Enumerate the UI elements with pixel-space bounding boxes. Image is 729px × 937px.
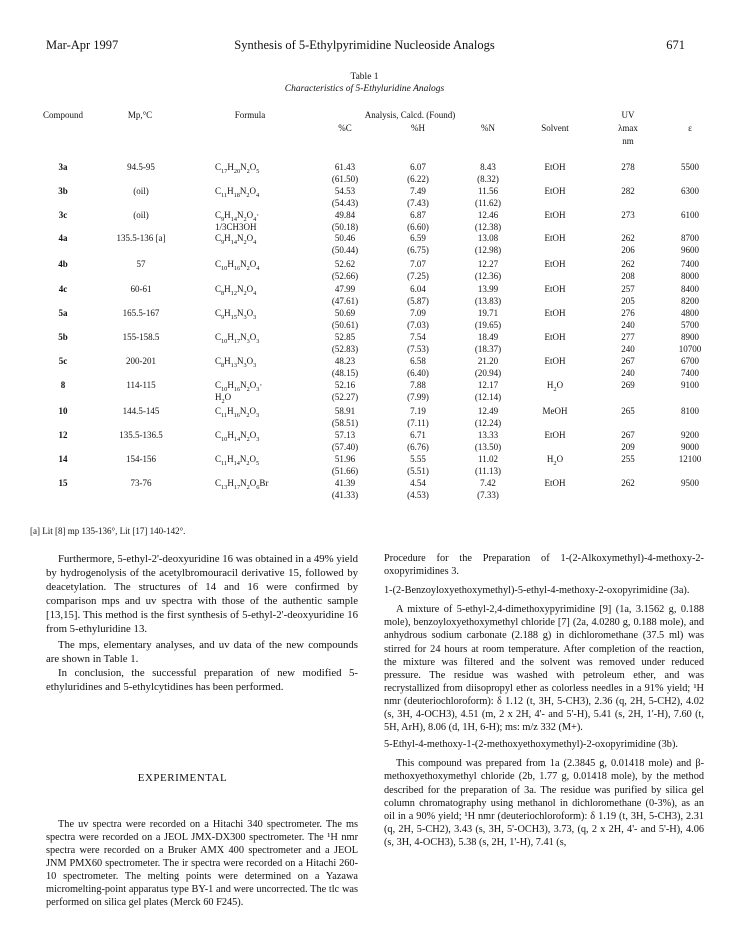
table-cell-n: 12.17 (12.14) [474, 380, 502, 402]
table-cell-mp: 114-115 [126, 380, 156, 390]
table-cell-formula: $C_{11}H_{18}N_2O_4$ [215, 186, 260, 199]
table-cell-eps: 9100 [681, 380, 699, 390]
table-cell-cmp: 12 [58, 430, 68, 440]
table-cell-sol: EtOH [544, 186, 566, 196]
table-cell-mp: 57 [136, 259, 146, 269]
table-cell-cmp: 3c [58, 210, 68, 220]
table-cell-eps: 5500 [681, 162, 699, 172]
page-number: 671 [666, 38, 685, 52]
table-cell-eps: 8400 8200 [681, 284, 699, 306]
table-cell-h: 6.59 (6.75) [407, 233, 429, 255]
table-cell-n: 12.27 (12.36) [474, 259, 502, 281]
table-cell-n: 11.56 (11.62) [475, 186, 501, 208]
table-cell-h: 7.54 (7.53) [407, 332, 429, 354]
table-cell-eps: 8900 10700 [678, 332, 702, 354]
table-cell-h: 7.49 (7.43) [407, 186, 429, 208]
table-cell-cmp: 4a [58, 233, 68, 243]
col-header-formula: Formula [234, 110, 266, 120]
table-cell-cmp: 15 [58, 478, 68, 488]
table-cell-mp: 144.5-145 [122, 406, 160, 416]
table-cell-uv: 273 [621, 210, 635, 220]
table-cell-h: 5.55 (5.51) [407, 454, 429, 476]
table-cell-h: 7.88 (7.99) [407, 380, 429, 402]
table-cell-uv: 267 209 [621, 430, 635, 452]
table-cell-c: 54.53 (54.43) [331, 186, 359, 208]
col-header-mp: Mp,°C [127, 110, 153, 120]
table-cell-eps: 12100 [678, 454, 702, 464]
table-cell-h: 6.87 (6.60) [407, 210, 429, 232]
table-cell-eps: 6700 7400 [681, 356, 699, 378]
table-cell-eps: 8700 9600 [681, 233, 699, 255]
table-cell-c: 41.39 (41.33) [331, 478, 359, 500]
col-header-uv: UV [621, 110, 635, 120]
table-cell-cmp: 4c [58, 284, 68, 294]
right-column [384, 552, 704, 849]
paragraph: This compound was prepared from 1a (2.3845 g, 0.01418 mole) and β-methoxyethoxymethyl chloride (2b, 1.77 g, 0.01418 mole), by the method described for the preparation of 3a. The residue was purified by silica gel column chromatography using methanol in dichloromethane (0-3%), as an oil in a 90% yield; ¹H nmr (deuteriochloroform): δ 1.19 (t, 3H, 5-CH3), 2.31 (q, 2H, 5-CH2), 3.43 (s, 3H, 5'-OCH3), 3.73, (q, 2 x 2H, 4'- and 5'-H), 4.06 (s, 3H, 4-OCH3), 5.38 (s, 2H, 1'-H), 7.41 (s, [384, 758, 704, 848]
experimental-text [46, 818, 358, 909]
left-column [46, 552, 358, 694]
table-cell-n: 18.49 (18.37) [474, 332, 502, 354]
col-header-analysis: Analysis, Calcd. (Found) [364, 110, 456, 120]
table-cell-formula: $C_9H_{14}N_2O_4\cdot$ 1/3CH3OH [215, 210, 260, 232]
section-heading-experimental: EXPERIMENTAL [137, 772, 228, 784]
table-cell-sol: EtOH [544, 284, 566, 294]
table-cell-h: 7.09 (7.03) [407, 308, 429, 330]
col-header-c: %C [338, 123, 352, 133]
table-cell-formula: $C_{11}H_{16}N_2O_3$ [215, 406, 260, 419]
table-cell-sol: $H_2O$ [546, 454, 564, 467]
table-cell-cmp: 5b [58, 332, 68, 342]
table-cell-mp: 73-76 [130, 478, 152, 488]
table-cell-uv: 257 205 [621, 284, 635, 306]
table-cell-eps: 8100 [681, 406, 699, 416]
table-cell-sol: EtOH [544, 356, 566, 366]
paragraph: Furthermore, 5-ethyl-2'-deoxyuridine 16 was obtained in a 49% yield by hydrogenolysis of the acetylbromouracil derivative 15, followed by deacetylation. The structures of 14 and 16 were confirmed by comparison mps and uv spectra with those of the authentic sample [13,15]. This method is the first synthesis of 5-ethyl-2'-deoxyuridine 16 from 5-ethyluridine 13. [46, 553, 358, 635]
table-cell-formula: $C_{10}H_{16}N_2O_3\cdot$ $H_2O$ [215, 380, 263, 405]
table-cell-mp: 135.5-136 [a] [116, 233, 166, 243]
table-cell-c: 52.85 (52.83) [331, 332, 359, 354]
table-cell-n: 19.71 (19.65) [474, 308, 502, 330]
running-header-date: Mar-Apr 1997 [46, 38, 119, 52]
paragraph: A mixture of 5-ethyl-2,4-dimethoxypyrimidine [9] (1a, 3.1562 g, 0.188 mole), benzoyloxyethoxymethyl chloride [7] (2a, 4.0280 g, 0.188 mole), and anhydrous sodium carbonate (2.188 g) in dichloromethane (37.5 ml) was stirred for 24 hours at room temperature. After completion of the reaction, the mixture was filtered and the solvent was removed under reduced pressure. The residue was washed with petroleum ether, and was recrystallized from diisopropyl ether as colorless needles in a 91% yield; ¹H nmr (deuteriochloroform): δ 1.12 (t, 3H, 5-CH3), 2.36 (q, 2H, 5-CH2), 4.02 (s, 3H, 4-OCH3), 4.51 (m, 2 x 2H, 4'- and 5'-H), 5.41 (s, 2H, 1'-H), 7.60 (t, 5H, ArH), 8.06 (d, 1H, 6-H); ms: m/z 332 (M+). [384, 604, 704, 734]
compound-heading-3b: 5-Ethyl-4-methoxy-1-(2-methoxyethoxymethyl)-2-oxopyrimidine (3b). [384, 739, 678, 751]
table-cell-c: 61.43 (61.50) [331, 162, 359, 184]
table-cell-eps: 7400 8000 [681, 259, 699, 281]
table-cell-sol: EtOH [544, 210, 566, 220]
running-header-title: Synthesis of 5-Ethylpyrimidine Nucleoside Analogs [234, 38, 495, 52]
table-cell-n: 12.46 (12.38) [474, 210, 502, 232]
table-caption: Characteristics of 5-Ethyluridine Analogs [284, 84, 445, 94]
table-cell-cmp: 14 [58, 454, 68, 464]
table-cell-mp: 200-201 [126, 356, 156, 366]
table-cell-formula: $C_9H_{15}N_3O_3$ [215, 308, 257, 321]
table-cell-cmp: 3a [58, 162, 68, 172]
table-cell-uv: 262 208 [621, 259, 635, 281]
table-cell-eps: 9200 9000 [681, 430, 699, 452]
col-header-compound: Compound [42, 110, 83, 120]
table-cell-eps: 4800 5700 [681, 308, 699, 330]
table-cell-cmp: 8 [60, 380, 66, 390]
table-cell-cmp: 5c [58, 356, 68, 366]
table-cell-h: 7.19 (7.11) [407, 406, 429, 428]
table-cell-uv: 269 [621, 380, 635, 390]
table-footnote: [a] Lit [8] mp 135-136°, Lit [17] 140-142°. [30, 526, 186, 536]
table-cell-mp: 60-61 [130, 284, 152, 294]
table-cell-mp: 155-158.5 [122, 332, 160, 342]
table-cell-c: 50.69 (50.61) [331, 308, 359, 330]
table-cell-sol: EtOH [544, 233, 566, 243]
procedure-heading: Procedure for the Preparation of 1-(2-Alkoxymethyl)-4-methoxy-2-oxopyrimidines 3. [384, 553, 704, 578]
table-cell-formula: $C_{10}H_{17}N_3O_3$ [215, 332, 260, 345]
table-cell-formula: $C_{17}H_{20}N_2O_5$ [215, 162, 260, 175]
table-cell-uv: 282 [621, 186, 635, 196]
col-header-epsilon: ε [688, 123, 692, 133]
table-cell-uv: 277 240 [621, 332, 635, 354]
compound-heading-3a: 1-(2-Benzoyloxyethoxymethyl)-5-ethyl-4-methoxy-2-oxopyrimidine (3a). [384, 585, 690, 597]
table-cell-cmp: 10 [58, 406, 68, 416]
table-cell-n: 8.43 (8.32) [477, 162, 499, 184]
table-cell-n: 21.20 (20.94) [474, 356, 502, 378]
table-cell-n: 13.99 (13.83) [474, 284, 502, 306]
table-cell-sol: EtOH [544, 259, 566, 269]
table-cell-cmp: 5a [58, 308, 68, 318]
table-cell-uv: 262 [621, 478, 635, 488]
paragraph: In conclusion, the successful preparation of new modified 5-ethyluridines and 5-ethylcytidines has been performed. [46, 667, 358, 693]
table-cell-mp: 165.5-167 [122, 308, 160, 318]
table-cell-eps: 9500 [681, 478, 699, 488]
paragraph: The mps, elementary analyses, and uv data of the new compounds are shown in Table 1. [46, 639, 358, 665]
table-cell-n: 12.49 (12.24) [474, 406, 502, 428]
table-cell-eps: 6300 [681, 186, 699, 196]
table-cell-h: 4.54 (4.53) [407, 478, 429, 500]
table-cell-uv: 267 240 [621, 356, 635, 378]
table-cell-uv: 276 240 [621, 308, 635, 330]
table-cell-c: 51.96 (51.66) [331, 454, 359, 476]
table-cell-mp: (oil) [133, 210, 149, 220]
table-cell-formula: $C_{13}H_{17}N_2O_6Br$ [215, 478, 269, 491]
col-header-nm: nm [622, 136, 634, 146]
table-cell-n: 13.33 (13.50) [474, 430, 502, 452]
table-cell-uv: 278 [621, 162, 635, 172]
table-cell-formula: $C_{10}H_{14}N_2O_3$ [215, 430, 260, 443]
table-cell-c: 52.16 (52.27) [331, 380, 359, 402]
table-cell-c: 49.84 (50.18) [331, 210, 359, 232]
table-cell-h: 6.07 (6.22) [407, 162, 429, 184]
table-cell-c: 50.46 (50.44) [331, 233, 359, 255]
table-cell-n: 13.08 (12.98) [474, 233, 502, 255]
table-cell-sol: EtOH [544, 478, 566, 488]
table-cell-formula: $C_{11}H_{14}N_2O_5$ [215, 454, 260, 467]
table-cell-sol: EtOH [544, 332, 566, 342]
table-cell-sol: EtOH [544, 308, 566, 318]
table-cell-uv: 262 206 [621, 233, 635, 255]
table-cell-h: 7.07 (7.25) [407, 259, 429, 281]
table-cell-sol: $H_2O$ [546, 380, 564, 393]
table-cell-sol: MeOH [542, 406, 568, 416]
table-cell-n: 7.42 (7.33) [477, 478, 499, 500]
col-header-lmax: λmax [618, 123, 638, 133]
table-cell-cmp: 4b [58, 259, 68, 269]
table-cell-cmp: 3b [58, 186, 68, 196]
table-cell-h: 6.04 (5.87) [407, 284, 429, 306]
col-header-solvent: Solvent [541, 123, 569, 133]
col-header-n: %N [481, 123, 495, 133]
table-cell-formula: $C_8H_{13}N_3O_3$ [215, 356, 257, 369]
paragraph: The uv spectra were recorded on a Hitachi 340 spectrometer. The ms spectra were recorded on a JEOL JMX-DX300 spectrometer. The ¹H nmr spectra were recorded on a Bruker AMX 400 spectrometer and a JEOL JNM PMX60 spectrometer. The ir spectra were recorded on a Hitachi 260-10 spectrometer. The melting points were determined on a Yazawa micromelting-point apparatus type BY-1 and were uncorrected. The tlc was performed on silica gel plates (Merck 60 F245). [46, 819, 358, 908]
col-header-h: %H [411, 123, 425, 133]
table-cell-formula: $C_{10}H_{16}N_2O_4$ [215, 259, 260, 272]
table-title: Table 1 [350, 72, 379, 82]
table-cell-c: 47.99 (47.61) [331, 284, 359, 306]
table-cell-sol: EtOH [544, 162, 566, 172]
table-cell-mp: 154-156 [126, 454, 156, 464]
table-cell-uv: 255 [621, 454, 635, 464]
table-cell-formula: $C_9H_{14}N_2O_4$ [215, 233, 257, 246]
table-cell-h: 6.58 (6.40) [407, 356, 429, 378]
table-cell-h: 6.71 (6.76) [407, 430, 429, 452]
table-cell-c: 48.23 (48.15) [331, 356, 359, 378]
table-cell-mp: 94.5-95 [127, 162, 155, 172]
table-cell-c: 58.91 (58.51) [331, 406, 359, 428]
table-cell-uv: 265 [621, 406, 635, 416]
table-cell-c: 52.62 (52.66) [331, 259, 359, 281]
table-cell-n: 11.02 (11.13) [475, 454, 501, 476]
table-cell-sol: EtOH [544, 430, 566, 440]
table-cell-eps: 6100 [681, 210, 699, 220]
table-cell-c: 57.13 (57.40) [331, 430, 359, 452]
table-cell-mp: 135.5-136.5 [119, 430, 163, 440]
table-cell-formula: $C_8H_{12}N_2O_4$ [215, 284, 257, 297]
table-cell-mp: (oil) [133, 186, 149, 196]
